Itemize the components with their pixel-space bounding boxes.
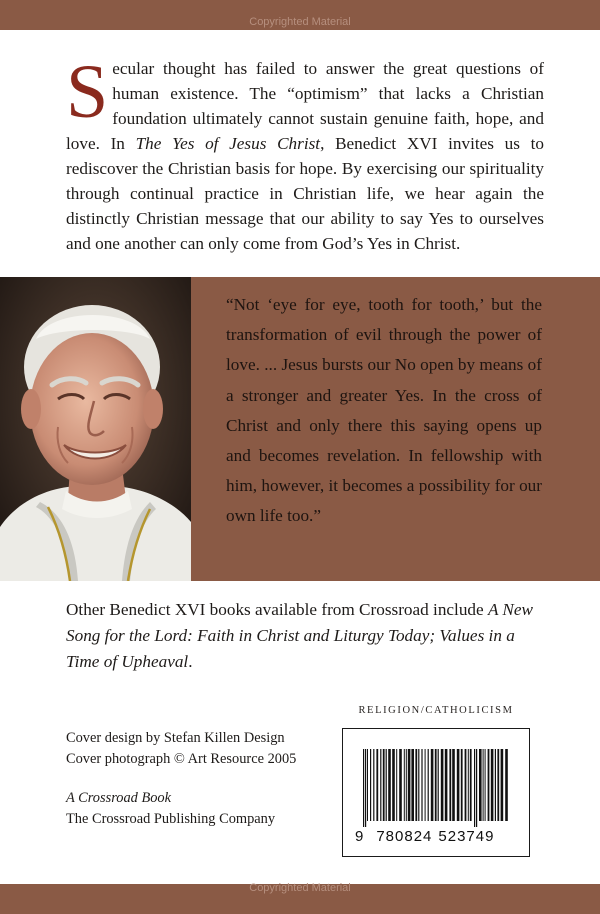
isbn-group-2: 523749 [438,828,495,845]
barcode-bar [485,749,486,821]
barcode-bar [386,749,387,821]
barcode-bar [435,749,437,821]
intro-paragraph [66,50,544,256]
barcode-guard-bar [476,749,477,827]
barcode-bar [457,749,460,821]
barcode-bar [406,749,407,821]
isbn-group-1: 780824 [376,828,433,845]
barcode-guard-bar [474,749,475,827]
publisher-name: The Crossroad Publishing Company [66,811,276,827]
cover-photo-credit: Cover photograph © Art Resource 2005 [66,751,297,767]
barcode-bar [408,749,411,821]
barcode-bar [501,749,504,821]
isbn-number [355,828,494,845]
bottom-band [0,884,600,914]
author-photo [0,277,191,581]
barcode-bar [479,749,482,821]
barcode-bar [431,749,434,821]
barcode-bar [445,749,448,821]
drop-cap: S [66,50,109,134]
watermark-bottom: Copyrighted Material [249,882,351,894]
barcode-bar [488,749,490,821]
barcode-bars [363,749,511,827]
barcode-box [342,728,530,857]
barcode-bar [428,749,429,821]
barcode-bar [370,749,371,821]
barcode-bar [383,749,385,821]
barcode-bar [465,749,467,821]
barcode-bar [373,749,374,821]
barcode-bar [388,749,391,821]
barcode-bar [495,749,496,821]
quote-text: “Not ‘eye for eye, tooth for tooth,’ but the transformation of evil through the power of love. ... Jesus bursts our No open by means of a stronger and greater Yes. In the cross of Christ and only there this saying opens up and becomes revelation. In fellowship with him, however, it becomes a possibility for our own life too.” [226,295,542,526]
barcode-bar [441,749,444,821]
credits [66,728,296,770]
barcode-guard-bar [363,749,364,827]
barcode-bar [392,749,395,821]
barcode-bar [452,749,455,821]
category-label: RELIGION/CATHOLICISM [358,705,514,716]
barcode-bar [470,749,472,821]
watermark-top: Copyrighted Material [249,16,351,28]
other-books-lead: Other Benedict XVI books available from Crossroad include [66,600,488,619]
other-books-titles: A New Song for the Lord: Faith in Christ and Liturgy Today; Values in a Time of Upheaval [66,600,533,671]
intro-book-title: The Yes of Jesus Christ [135,134,321,153]
barcode-bar [449,749,451,821]
barcode-bar [418,749,419,821]
imprint-line: A Crossroad Book [66,790,172,806]
intro-text-2: , Benedict XVI invites us to rediscover the Christian basis for hope. By exercising our spirituality through continual practice in Christian life, we hear again the distinctly Christian message that our ability to say Yes to ourselves and one another can only come from God’s Yes in Christ. [66,134,544,253]
barcode-bar [415,749,417,821]
barcode-bar [497,749,499,821]
barcode-bar [483,749,484,821]
barcode-bar [396,749,397,821]
barcode-bar [505,749,508,821]
barcode-bar [399,749,402,821]
barcode-bar [468,749,469,821]
publisher-block [66,788,275,830]
barcode-bar [438,749,439,821]
isbn-lead-digit: 9 [355,828,365,845]
cover-design-credit: Cover design by Stefan Killen Design [66,730,285,746]
barcode-bar [376,749,378,821]
barcode-bar [425,749,426,821]
barcode-bar [411,749,414,821]
other-books-end: . [188,652,193,671]
intro-text-1: ecular thought has failed to answer the great questions of human existence. The “optimism” that lacks a Christian foundation ultimately cannot sustain genuine faith, hope, and love. In [66,59,544,153]
barcode-bar [461,749,463,821]
barcode-bar [421,749,422,821]
top-band [0,0,600,30]
other-books-paragraph [66,597,544,675]
barcode-bar [491,749,494,821]
barcode-guard-bar [365,749,366,827]
barcode-bar [380,749,381,821]
barcode-bar [404,749,405,821]
portrait-illustration [0,277,191,581]
barcode-bar [367,749,368,821]
